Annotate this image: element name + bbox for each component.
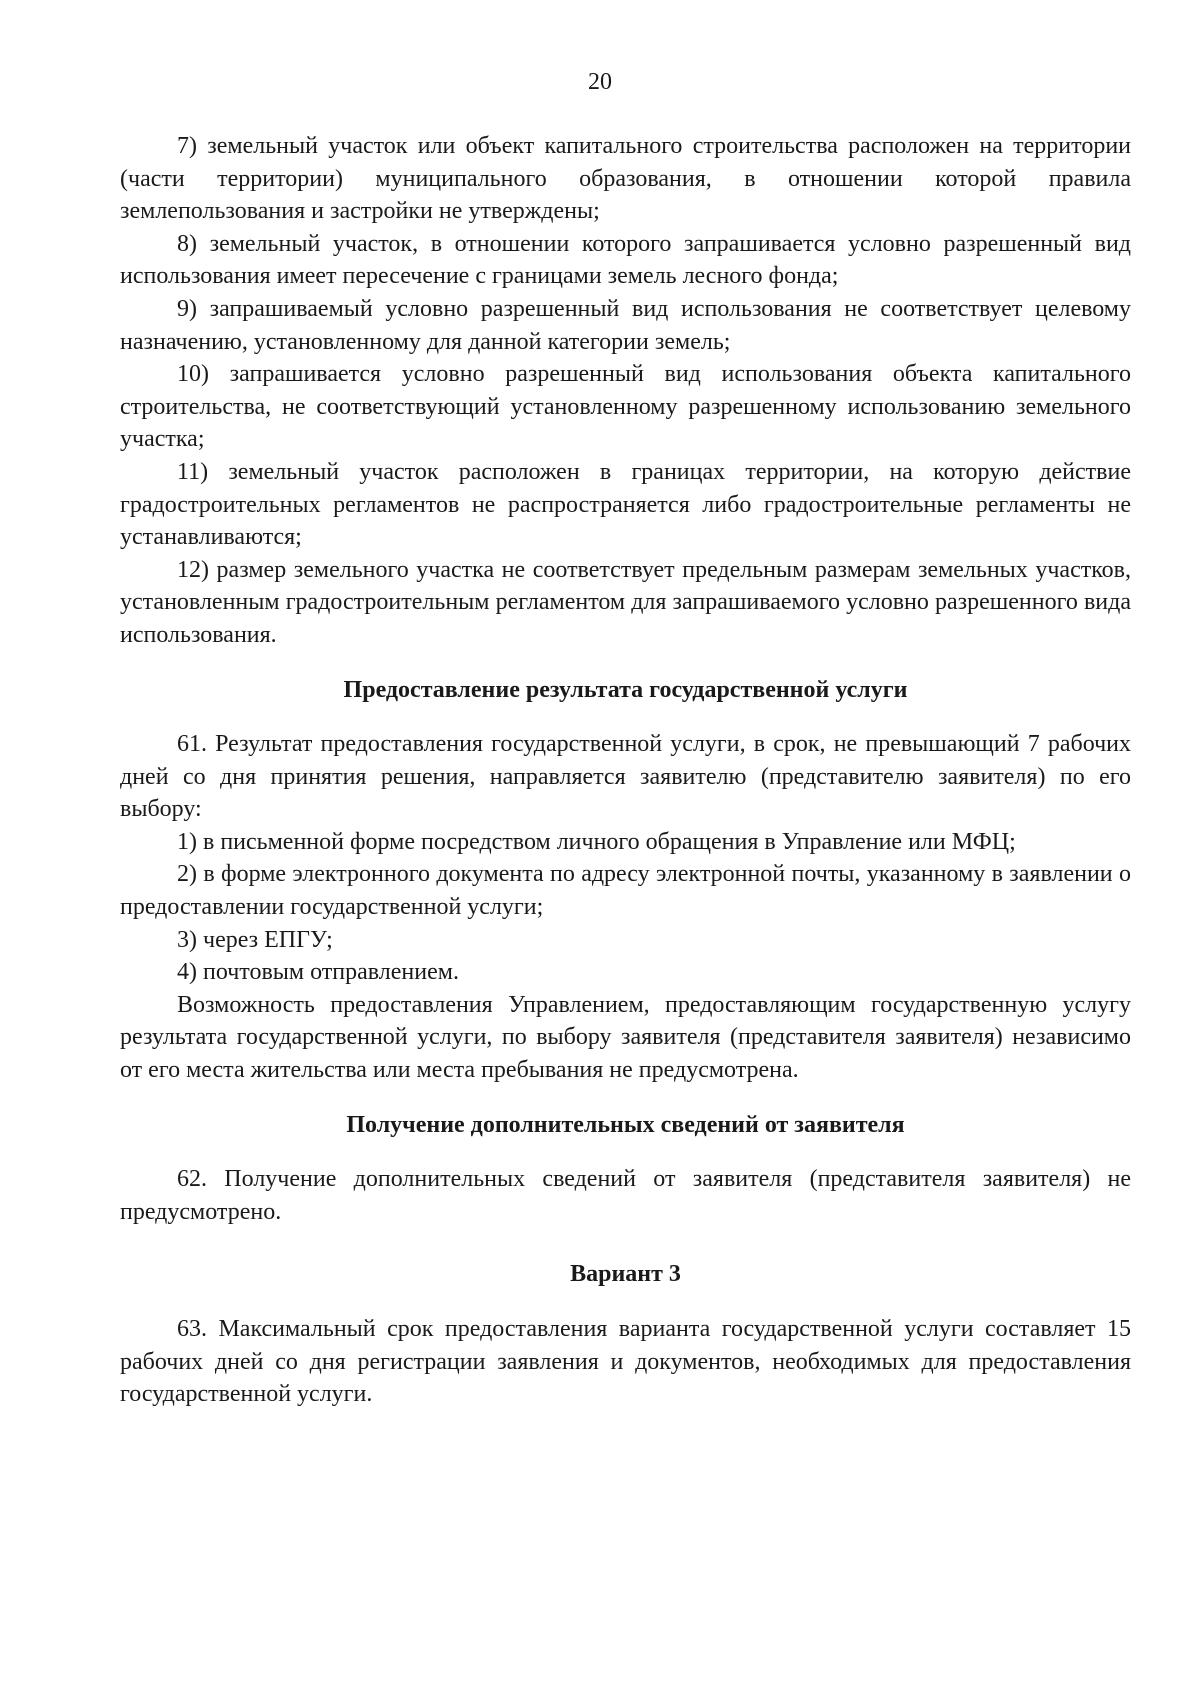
paragraph-61-option-2: 2) в форме электронного документа по адресу электронной почты, указанному в заявлении о предоставлении государственной услуги;: [120, 861, 1131, 921]
paragraph-item-12: 12) размер земельного участка не соответствует предельным размерам земельных участков, установленным градостроительным регламентом для запрашиваемого условно разрешенного вида использования.: [120, 556, 1131, 648]
paragraph-item-8: 8) земельный участок, в отношении которого запрашивается условно разрешенный вид использования имеет пересечение с границами земель лесного фонда;: [120, 230, 1131, 290]
paragraph-item-9: 9) запрашиваемый условно разрешенный вид использования не соответствует целевому назначению, установленному для данной категории земель;: [120, 295, 1131, 355]
section-heading-result: Предоставление результата государственной услуги: [343, 676, 908, 703]
document-body: [120, 130, 1131, 1411]
paragraph-61-note: Возможность предоставления Управлением, предоставляющим государственную услугу результата государственной услуги, по выбору заявителя (представителя заявителя) независимо от его места жительства или места пребывания не предусмотрена.: [120, 991, 1131, 1084]
section-heading-variant-3: Вариант 3: [570, 1261, 681, 1288]
paragraph-61-option-3: 3) через ЕПГУ;: [177, 926, 333, 953]
section-heading-additional-info: Получение дополнительных сведений от заявителя: [346, 1111, 905, 1138]
paragraph-item-11: 11) земельный участок расположен в границах территории, на которую действие градостроительных регламентов не распространяется либо градостроительные регламенты не устанавливаются;: [120, 458, 1131, 551]
paragraph-61: 61. Результат предоставления государственной услуги, в срок, не превышающий 7 рабочих дней со дня принятия решения, направляется заявителю (представителю заявителя) по его выбору:: [120, 731, 1131, 823]
page-number: 20: [588, 69, 612, 95]
paragraph-61-option-1: 1) в письменной форме посредством личного обращения в Управление или МФЦ;: [177, 828, 1016, 855]
paragraph-item-7: 7) земельный участок или объект капитального строительства расположен на территории (части территории) муниципального образования, в отношении которой правила землепользования и застройки не утверждены;: [120, 133, 1131, 225]
paragraph-item-10: 10) запрашивается условно разрешенный вид использования объекта капитального строительства, не соответствующий установленному разрешенному использованию земельного участка;: [120, 361, 1131, 453]
paragraph-63: 63. Максимальный срок предоставления варианта государственной услуги составляет 15 рабочих дней со дня регистрации заявления и документов, необходимых для предоставления государственной услуги.: [120, 1316, 1131, 1408]
paragraph-61-option-4: 4) почтовым отправлением.: [177, 959, 459, 986]
paragraph-62: 62. Получение дополнительных сведений от заявителя (представителя заявителя) не предусмотрено.: [120, 1166, 1131, 1225]
